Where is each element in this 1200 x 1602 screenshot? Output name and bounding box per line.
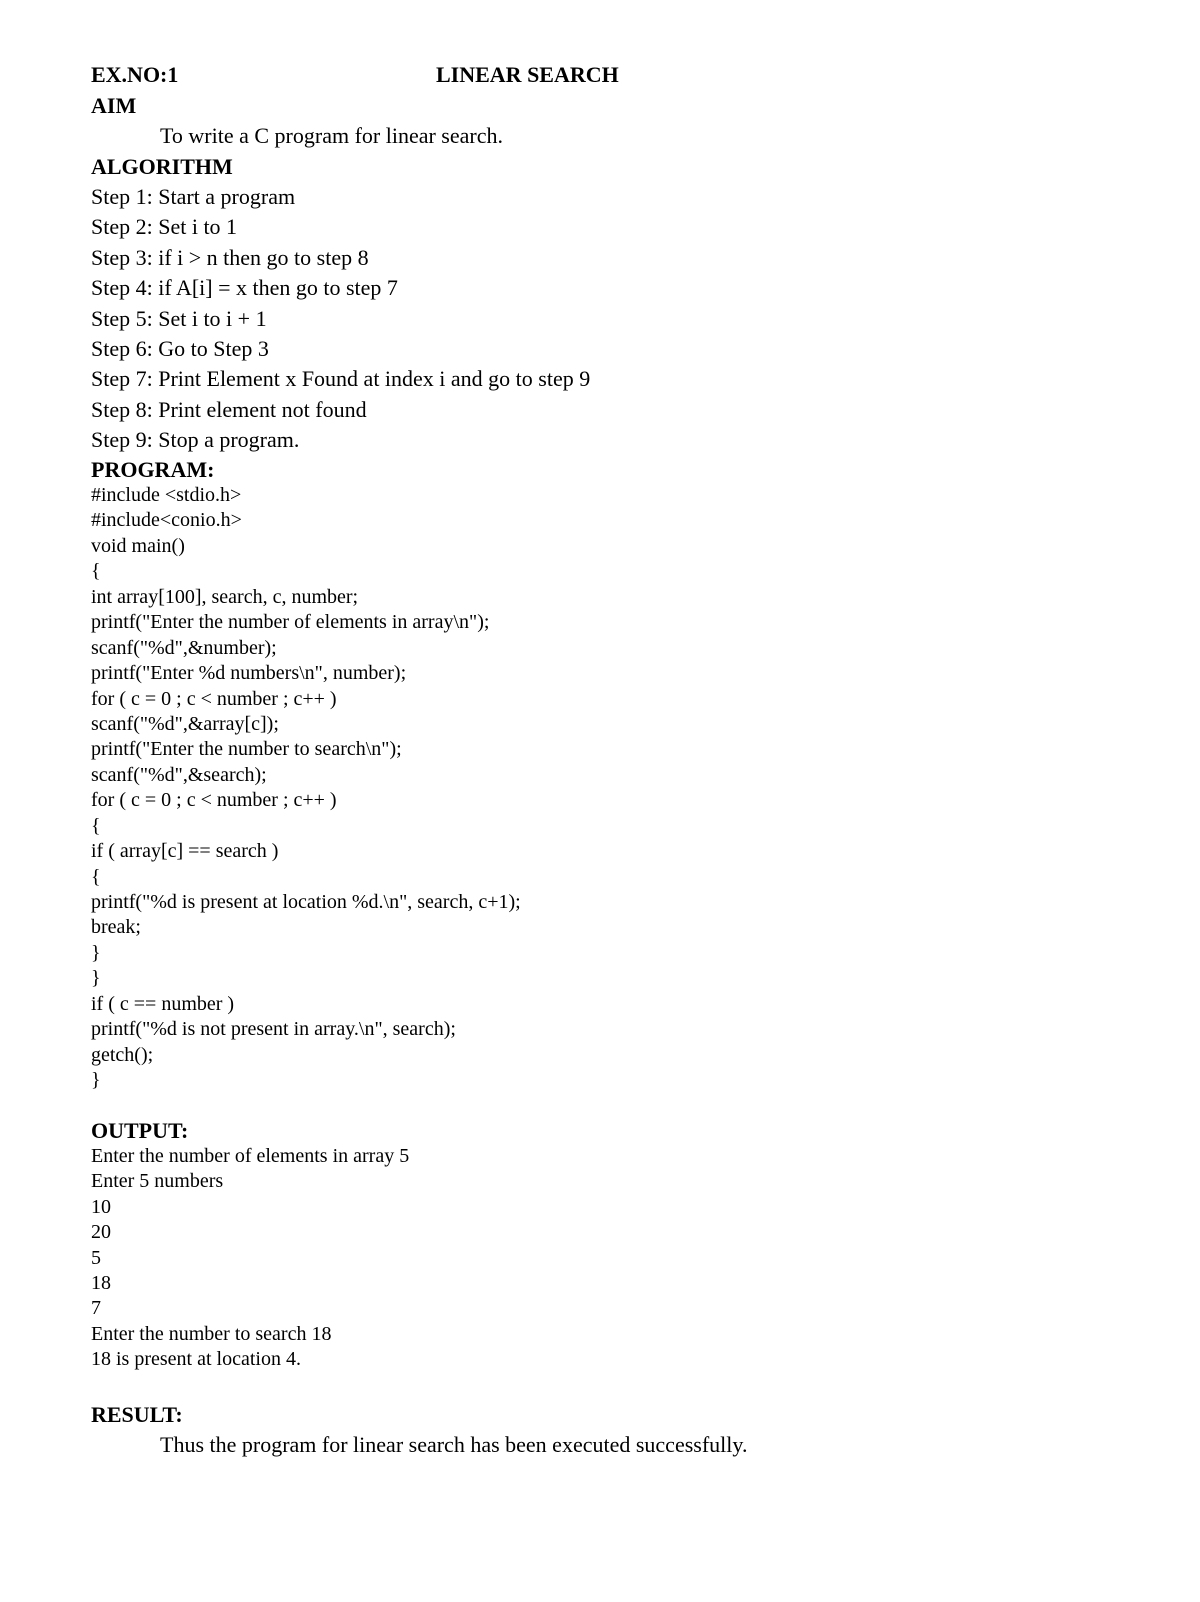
code-line: scanf("%d",&number); bbox=[91, 636, 277, 659]
output-line: 18 bbox=[91, 1271, 111, 1294]
code-line: scanf("%d",&array[c]); bbox=[91, 712, 279, 735]
code-line: } bbox=[91, 967, 101, 990]
code-line: printf("Enter the number to search\n"); bbox=[91, 738, 402, 761]
code-line: } bbox=[91, 1069, 101, 1092]
result-text: Thus the program for linear search has been executed successfully. bbox=[160, 1432, 748, 1457]
program-output bbox=[91, 1144, 409, 1373]
aim-text: To write a C program for linear search. bbox=[160, 123, 503, 148]
algorithm-step: Step 2: Set i to 1 bbox=[91, 214, 238, 240]
code-line: { bbox=[91, 865, 101, 888]
code-line: void main() bbox=[91, 534, 185, 557]
algorithm-step: Step 1: Start a program bbox=[91, 184, 296, 209]
output-line: 10 bbox=[91, 1195, 111, 1218]
algorithm-step: Step 3: if i > n then go to step 8 bbox=[91, 244, 369, 270]
output-line: Enter the number of elements in array 5 bbox=[91, 1145, 410, 1167]
output-line: 18 is present at location 4. bbox=[91, 1348, 301, 1371]
output-line: Enter 5 numbers bbox=[91, 1170, 224, 1193]
algorithm-heading: ALGORITHM bbox=[91, 154, 233, 179]
output-line: 20 bbox=[91, 1221, 111, 1244]
code-line: #include <stdio.h> bbox=[91, 484, 242, 506]
code-line: for ( c = 0 ; c < number ; c++ ) bbox=[91, 687, 337, 710]
code-line: printf("%d is present at location %d.\n", search, c+1); bbox=[91, 891, 521, 913]
code-line: scanf("%d",&search); bbox=[91, 763, 267, 786]
output-line: Enter the number to search 18 bbox=[91, 1322, 332, 1345]
document-title: LINEAR SEARCH bbox=[436, 62, 619, 87]
output-heading: OUTPUT: bbox=[91, 1118, 189, 1143]
code-line: for ( c = 0 ; c < number ; c++ ) bbox=[91, 789, 337, 812]
header-row bbox=[91, 60, 791, 90]
exercise-number: EX.NO:1 bbox=[91, 62, 179, 87]
output-line: 5 bbox=[91, 1246, 101, 1269]
algorithm-steps bbox=[91, 182, 590, 456]
output-line: 7 bbox=[91, 1297, 101, 1320]
algorithm-step: Step 8: Print element not found bbox=[91, 396, 367, 422]
algorithm-step: Step 7: Print Element x Found at index i and go to step 9 bbox=[91, 366, 591, 392]
code-line: int array[100], search, c, number; bbox=[91, 585, 359, 608]
program-code bbox=[91, 483, 521, 1094]
algorithm-step: Step 4: if A[i] = x then go to step 7 bbox=[91, 275, 398, 301]
code-line: if ( array[c] == search ) bbox=[91, 840, 279, 863]
code-line: printf("Enter the number of elements in array\n"); bbox=[91, 611, 490, 634]
code-line: break; bbox=[91, 916, 141, 939]
algorithm-step: Step 9: Stop a program. bbox=[91, 427, 300, 453]
result-heading: RESULT: bbox=[91, 1402, 183, 1427]
code-line: #include<conio.h> bbox=[91, 509, 242, 532]
code-line: getch(); bbox=[91, 1043, 154, 1066]
code-line: { bbox=[91, 814, 101, 837]
aim-heading: AIM bbox=[91, 93, 137, 118]
code-line: printf("Enter %d numbers\n", number); bbox=[91, 662, 407, 685]
code-line: printf("%d is not present in array.\n", search); bbox=[91, 1018, 456, 1041]
algorithm-step: Step 5: Set i to i + 1 bbox=[91, 305, 267, 331]
code-line: if ( c == number ) bbox=[91, 992, 235, 1015]
code-line: { bbox=[91, 560, 101, 583]
program-heading: PROGRAM: bbox=[91, 457, 215, 482]
code-line: } bbox=[91, 941, 101, 964]
algorithm-step: Step 6: Go to Step 3 bbox=[91, 335, 269, 361]
